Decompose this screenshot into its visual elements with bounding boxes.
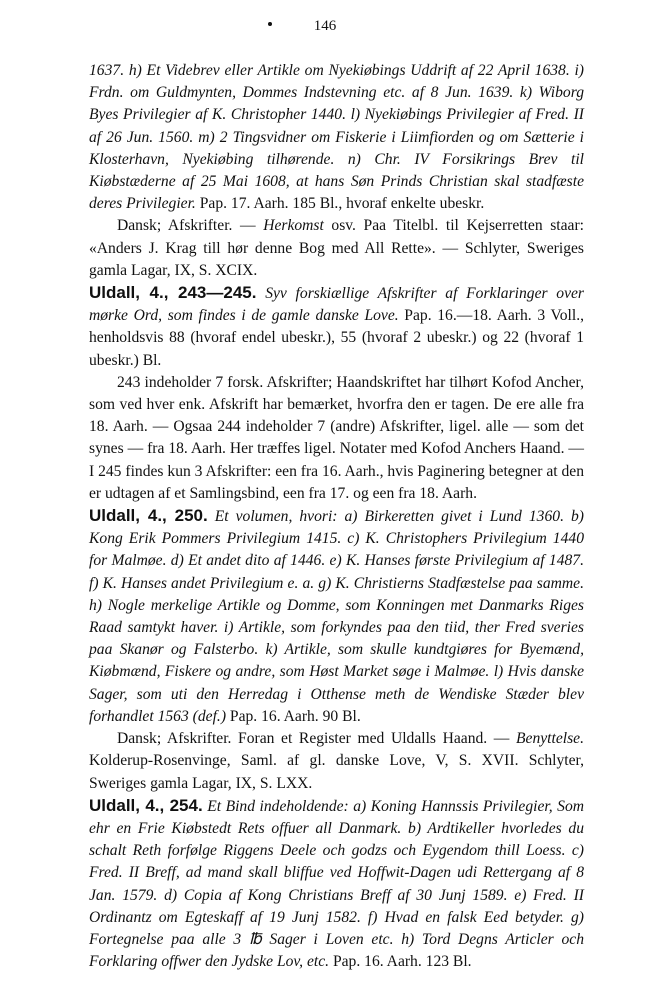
entry-contents: 1637. h) Et Videbrev eller Artikle om Nyekiøbings Uddrift af 22 April 1638. i) Frdn. om Guldmynten, Dommes Indstevning etc. af 8 Jun. 1639. k) Wiborg Byes Privilegier af K. Christopher 1440. l) Nyekiøbings Privilegier af Fred. II af 26 Jun. 1560. m) 2 Tingsvidner om Fiskerie i Liimfiorden og om Sætterie i Klosterhavn, Nyekiøbing tilhørende. n) Chr. IV Forsikrings Brev til Kiøbstæderne af 25 Mai 1608, at hans Søn Prinds Christian skal stadfæste deres Privilegier. [89,62,584,213]
entry-note: Dansk; Afskrifter. Foran et Register med Uldalls Haand. — Benyttelse. Kolderup-Rosenvinge, Saml. af gl. danske Love, V, S. XVII. Schlyter, Sweriges gamla Lagar, IX, S. LXX. [89,730,584,792]
catalog-entry [89,505,584,728]
page-number: 146 [313,18,337,34]
catalog-entry [89,795,584,974]
entry-shelfmark: Uldall, 4., 243—245. [89,283,257,303]
entry-note: Dansk; Afskrifter. — Herkomst osv. Paa Titelbl. til Kejserretten staar: «Anders J. Krag till hør denne Bog med All Rette». — Schlyter, Sweriges gamla Lagar, IX, S. XCIX. [89,217,584,279]
entry-contents: Et Bind indeholdende: a) Koning Hannssis Privilegier, Som ehr en Frie Kiøbstedt Rets offuer all Danmark. b) Ardtikeller hvorledes du schalt Reth forfølge Riggens Deele och godzs och Eygendom thill Loess. c) Fred. II Breff, ad mand skall bliffue ved Hoffwit-Dagen udi Rettergang af 8 Jan. 1579. d) Copia af Kong Christians Breff af 30 Junj 1589. e) Fred. II Ordinantz om Egteskaff af 19 Junj 1582. f) Hvad en falsk Eed betyder. g) Fortegnelse paa alle 3 ℔ Sager i Loven etc. h) Tord Degns Articler och Forklaring offwer den Jydske Lov, etc. [89,797,584,971]
entry-contents: Et volumen, hvori: a) Birkeretten givet i Lund 1360. b) Kong Erik Pommers Privilegium 1415. c) K. Christophers Privilegium 1440 for Malmøe. d) Et andet dito af 1446. e) K. Hanses første Privilegium af 1487. f) K. Hanses andet Privilegium e. a. g) K. Christierns Stadfæstelse paa samme. h) Nogle merkelige Artikle og Domme, som Konningen met Danmarks Riges Raad samtykt haver. i) Artikle, som forkyndes paa den tiid, ther Fred sveries paa Skanør og Falsterbo. k) Artikle, som skulle kundtgiøres for Byemænd, Kiøbmænd, Fiskere og andre, som Høst Market søge i Malmøe. l) Hvis danske Sager, som uti den Herredag i Otthense meth de Wendiske Stæder blev forhandlet 1563 (def.) [89,508,584,725]
entry-physical: Pap. 16. Aarh. 90 Bl. [226,707,361,725]
entry-physical: Pap. 17. Aarh. 185 Bl., hvoraf enkelte ubeskr. [195,195,485,213]
catalog-entry [89,282,584,372]
page-body [89,60,584,973]
entry-shelfmark: Uldall, 4., 250. [89,506,208,526]
entry-shelfmark: Uldall, 4., 254. [89,795,203,815]
entry-note: 243 indeholder 7 forsk. Afskrifter; Haandskriftet har tilhørt Kofod Ancher, som ved hver enk. Afskrift har bemærket, hvorfra den er tagen. De ere alle fra 18. Aarh. — Ogsaa 244 indeholder 7 (andre) Afskrifter, ligel. alle — som det synes — fra 18. Aarh. Her træffes ligel. Notater med Kofod Anchers Haand. — I 245 findes kun 3 Afskrifter: een fra 16. Aarh., hvis Paginering betegner at den er udtagen af et Samlingsbind, een fra 17. og een fra 18. Aarh. [89,373,584,502]
continued-entry [89,60,584,215]
entry-physical: Pap. 16.—18. Aarh. 3 Voll., henholdsvis 88 (hvoraf endel ubeskr.), 55 (hvoraf 2 ubeskr.) og 22 (hvoraf 1 ubeskr.) Bl. [89,307,584,369]
entry-contents: Syv forskiællige Afskrifter af Forklaringer over mørke Ord, som findes i de gamle danske Love. [89,285,584,325]
entry-physical: Pap. 16. Aarh. 123 Bl. [329,953,472,971]
